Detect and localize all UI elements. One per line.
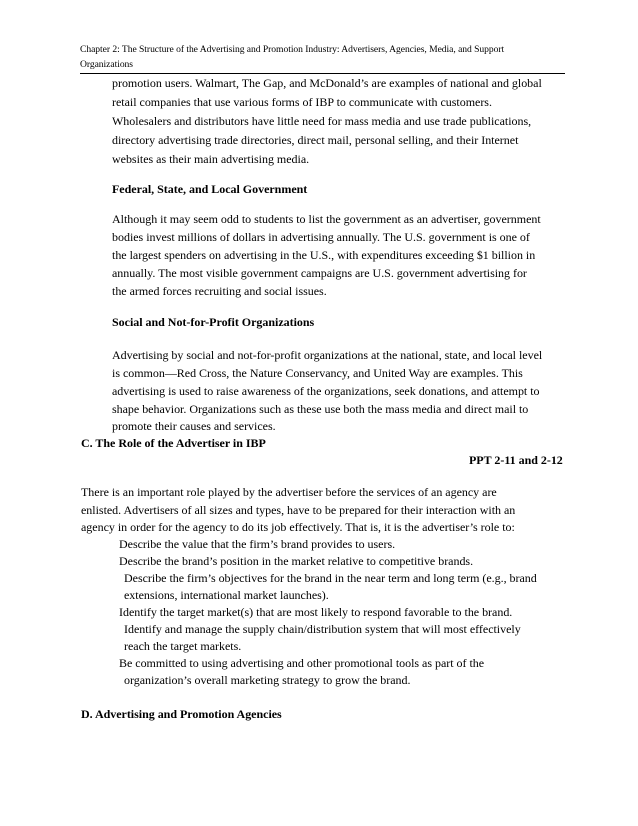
heading-government: Federal, State, and Local Government — [112, 182, 308, 196]
list-item-continuation: organization’s overall marketing strategy to grow the brand. — [124, 673, 411, 687]
ppt-reference: PPT 2-11 and 2-12 — [469, 453, 563, 467]
paragraph-line: Although it may seem odd to students to list the government as an advertiser, government — [112, 212, 541, 226]
list-item: Describe the value that the firm’s brand provides to users. — [119, 537, 396, 551]
paragraph-line: enlisted. Advertisers of all sizes and types, have to be prepared for their interaction with an — [81, 503, 516, 517]
paragraph-line: retail companies that use various forms of IBP to communicate with customers. — [112, 95, 492, 109]
header-line-1: Chapter 2: The Structure of the Advertising and Promotion Industry: Advertisers, Agencies, Media, and Support — [80, 44, 505, 55]
list-item: Describe the firm’s objectives for the brand in the near term and long term (e.g., brand — [124, 571, 537, 585]
paragraph-line: the armed forces recruiting and social issues. — [112, 284, 327, 298]
heading-section-c: C. The Role of the Advertiser in IBP — [81, 436, 266, 450]
paragraph-line: directory advertising trade directories, direct mail, personal selling, and their Internet — [112, 133, 519, 147]
paragraph-line: Advertising by social and not-for-profit organizations at the national, state, and local level — [112, 348, 543, 362]
header-line-2: Organizations — [80, 59, 133, 70]
header-rule — [80, 73, 565, 74]
heading-section-d: D. Advertising and Promotion Agencies — [81, 707, 282, 721]
paragraph-line: the largest spenders on advertising in the U.S., with expenditures exceeding $1 billion in — [112, 248, 536, 262]
paragraph-line: promote their causes and services. — [112, 419, 276, 433]
paragraph-line: annually. The most visible government campaigns are U.S. government advertising for — [112, 266, 527, 280]
paragraph-line: advertising is used to raise awareness of the organizations, seek donations, and attempt to — [112, 384, 540, 398]
list-item: Identify and manage the supply chain/distribution system that will most effectively — [124, 622, 521, 636]
list-item: Describe the brand’s position in the market relative to competitive brands. — [119, 554, 474, 568]
heading-social: Social and Not-for-Profit Organizations — [112, 315, 315, 329]
paragraph-line: bodies invest millions of dollars in advertising annually. The U.S. government is one of — [112, 230, 530, 244]
list-item-continuation: extensions, international market launches). — [124, 588, 329, 602]
paragraph-line: promotion users. Walmart, The Gap, and McDonald’s are examples of national and global — [112, 76, 542, 90]
list-item: Be committed to using advertising and other promotional tools as part of the — [119, 656, 485, 670]
paragraph-line: websites as their main advertising media. — [112, 152, 310, 166]
paragraph-line: There is an important role played by the advertiser before the services of an agency are — [81, 485, 497, 499]
paragraph-line: is common—Red Cross, the Nature Conservancy, and United Way are examples. This — [112, 366, 523, 380]
running-header — [80, 42, 570, 72]
list-item-continuation: reach the target markets. — [124, 639, 242, 653]
list-item: Identify the target market(s) that are most likely to respond favorable to the brand. — [119, 605, 513, 619]
paragraph-line: shape behavior. Organizations such as these use both the mass media and direct mail to — [112, 402, 529, 416]
paragraph-line: agency in order for the agency to do its job effectively. That is, it is the advertiser’s role to: — [81, 520, 515, 534]
paragraph-line: Wholesalers and distributors have little need for mass media and use trade publications, — [112, 114, 532, 128]
